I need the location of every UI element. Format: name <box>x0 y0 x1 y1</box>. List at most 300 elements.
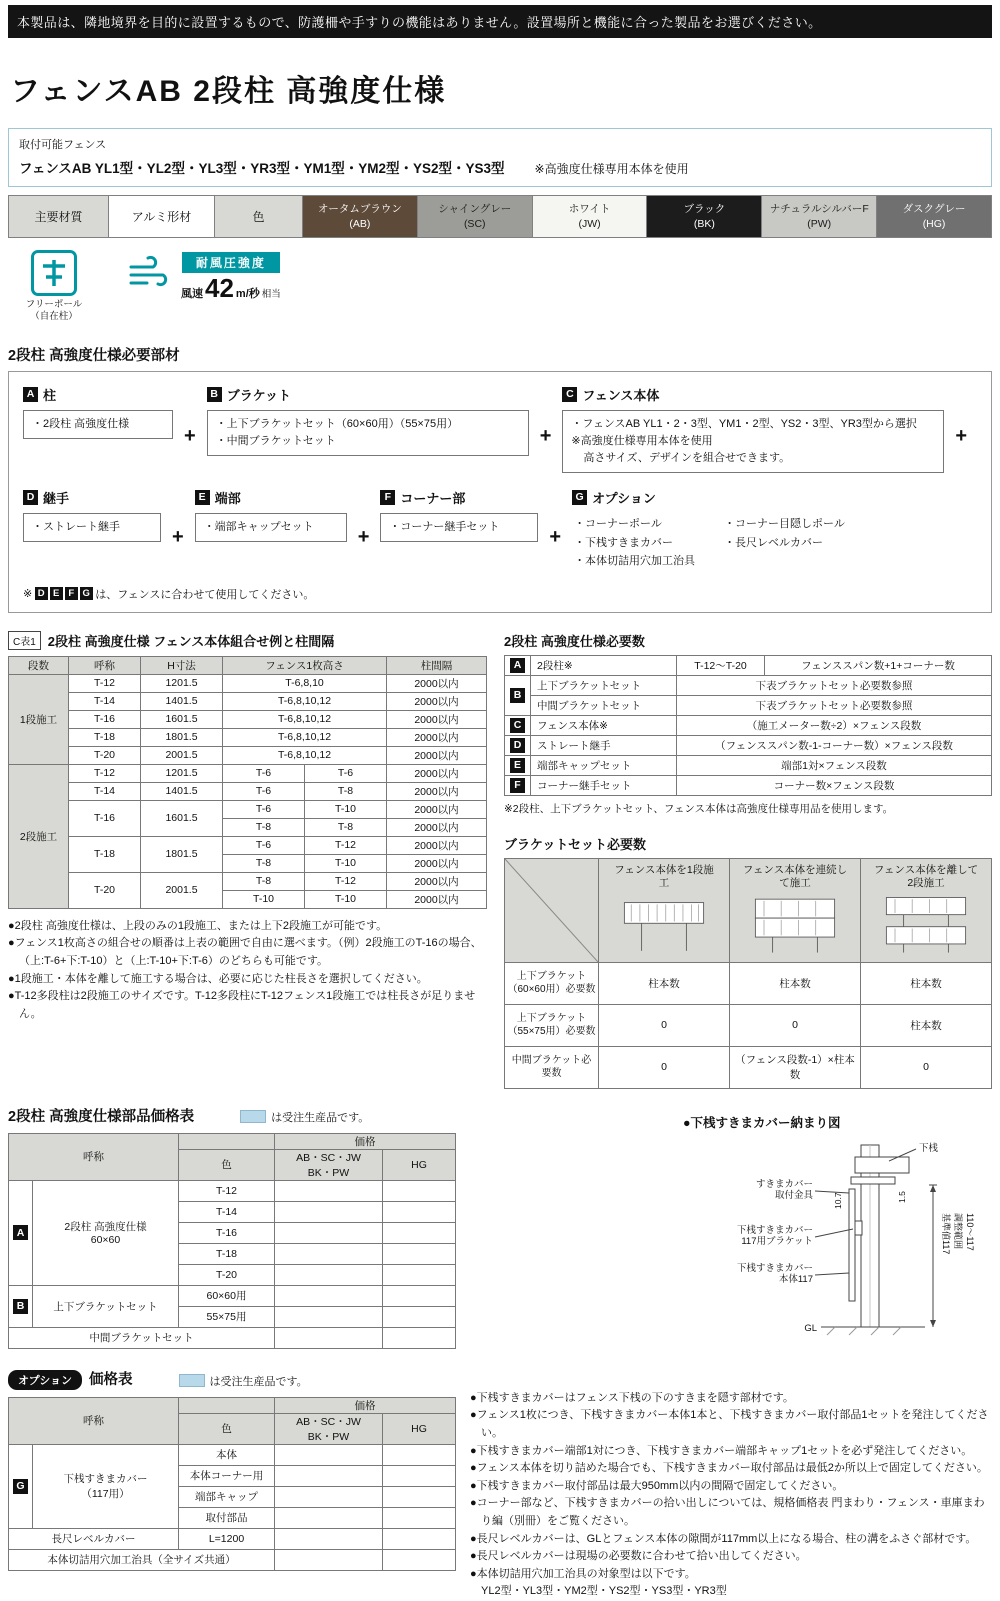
table-row <box>505 775 992 795</box>
label-gl: GL <box>804 1322 817 1334</box>
plus-sign: + <box>955 425 968 448</box>
letter-chip: A <box>13 1225 28 1240</box>
price-cell <box>383 1201 456 1222</box>
part-c-head <box>562 385 944 404</box>
label-bracket-1: 下桟すきまカバー <box>736 1224 813 1236</box>
cell: （フェンススパン数-1-コーナー数）×フェンス段数 <box>677 735 992 755</box>
color-swatch <box>647 196 762 238</box>
letter-chip: E <box>510 758 525 773</box>
cover-diagram-block <box>683 1113 988 1350</box>
cell: 2000以内 <box>387 890 487 908</box>
combo-table-head <box>8 631 486 650</box>
letter-chip: D <box>510 738 525 753</box>
color-name: オータムブラウン <box>317 203 402 216</box>
table-row <box>9 1397 456 1413</box>
part-b-name: ブラケット <box>226 387 292 403</box>
cell: T-8 <box>305 782 387 800</box>
price-table-title: 2段柱 高強度仕様部品価格表 <box>8 1108 195 1125</box>
cell: T-12 <box>305 836 387 854</box>
item-name: 60×60 <box>90 1234 121 1247</box>
required-table-note: ※2段柱、上下ブラケットセット、フェンス本体は高強度仕様専用品を使用します。 <box>504 802 894 815</box>
cell: T-8 <box>223 818 305 836</box>
cell: 2000以内 <box>387 782 487 800</box>
item-name-cell: 本体切詰用穴加工治具（全サイズ共通） <box>9 1549 275 1570</box>
table-row <box>9 1285 456 1306</box>
cell: 2001.5 <box>141 872 223 908</box>
cell: 上下ブラケット（60×60用）必要数 <box>505 962 599 1004</box>
plus-sign: + <box>549 525 562 548</box>
part-b-body <box>207 410 529 456</box>
freepole-label <box>10 299 98 324</box>
freepole-label-main: フリーポール <box>25 299 83 310</box>
column-header <box>599 858 730 962</box>
cell: T-18 <box>69 728 141 746</box>
part-d-name: 継手 <box>43 490 70 506</box>
cell: 2000以内 <box>387 764 487 782</box>
price-cell <box>275 1285 383 1306</box>
option-tag: オプション <box>8 1370 82 1390</box>
cell: 1601.5 <box>141 800 223 836</box>
notice-bar: 本製品は、隣地境界を目的に設置するもので、防護柵や手すりの機能はありません。設置場所と機能に合った製品をお選びください。 <box>8 5 992 38</box>
table-row <box>505 1004 992 1046</box>
letter-chip-f: F <box>380 490 395 505</box>
part-f-corner <box>380 488 538 542</box>
cell: T-6 <box>223 800 305 818</box>
color-swatch <box>877 196 992 238</box>
table-row <box>9 1327 456 1348</box>
cell: 呼称 <box>9 1397 179 1444</box>
cell: T-6 <box>223 782 305 800</box>
combo-table <box>8 656 487 909</box>
cell: 下表ブラケットセット必要数参照 <box>677 675 992 695</box>
price-cell <box>275 1306 383 1327</box>
option-title-wrap <box>8 1368 133 1390</box>
cell <box>179 1397 275 1413</box>
cell: 柱本数 <box>861 962 992 1004</box>
part-d-head <box>23 488 161 507</box>
cell: HG <box>383 1413 456 1444</box>
label-bracket-2: 117用ブラケット <box>741 1235 813 1247</box>
note-line: ●コーナー部など、下桟すきまカバーの拾い出しについては、規格価格表 門まわり・フェンス・車庫まわり編（別冊）をご覧ください。 <box>470 1497 985 1528</box>
cell: 柱本数 <box>730 962 861 1004</box>
label-body-1: 下桟すきまカバー <box>736 1262 813 1274</box>
cell <box>275 1413 383 1444</box>
part-c-name: フェンス本体 <box>582 387 660 403</box>
plus-sign: + <box>357 525 370 548</box>
size-cell: 取付部品 <box>179 1507 275 1528</box>
freepole-icon <box>31 250 77 296</box>
cell: コーナー数×フェンス段数 <box>677 775 992 795</box>
color-name: ナチュラルシルバーF <box>769 203 869 216</box>
letter-chip: B <box>510 688 525 703</box>
note-line: ●長尺レベルカバーは、GLとフェンス本体の隙間が117mm以上になる場合、柱の溝をふさぐ部材です。 <box>470 1532 977 1545</box>
column-header <box>861 858 992 962</box>
option-item: ・下桟すきまカバー <box>574 536 674 549</box>
color-code: (SC) <box>463 217 486 230</box>
cell: （フェンス段数-1）×柱本数 <box>730 1046 861 1088</box>
cell <box>275 1149 383 1180</box>
table-row <box>9 1180 456 1201</box>
label-body-2: 本体117 <box>778 1273 813 1285</box>
option-item: ・コーナーポール <box>574 517 662 530</box>
table-row <box>505 858 992 962</box>
part-a-head <box>23 385 173 404</box>
table-row <box>505 715 992 735</box>
price-cell <box>383 1507 456 1528</box>
dim-1-5: 1.5 <box>897 1191 907 1203</box>
option-item: ・長尺レベルカバー <box>724 536 824 549</box>
compatible-fence-box <box>8 128 992 187</box>
letter-chip: A <box>510 658 525 673</box>
fence-one-tier-icon <box>612 894 716 956</box>
cell: 0 <box>861 1046 992 1088</box>
price-table-block <box>8 1105 456 1349</box>
price-cell <box>275 1264 383 1285</box>
part-line: 高さサイズ、デザインを組合せできます。 <box>583 451 791 464</box>
cell: 段数 <box>9 656 69 674</box>
made-to-order-legend <box>240 1109 369 1126</box>
option-table-block <box>8 1368 456 1601</box>
letter-chip: G <box>80 587 93 600</box>
option-table-title: 価格表 <box>89 1371 133 1388</box>
note-line: ●フェンス1枚高さの組合せの順番は上表の範囲で自由に選べます。（例）2段施工のT-16の場合、（上:T-6+下:T-10）と（上:T-10+下:T-6）のどちらも可能です。 <box>8 937 482 968</box>
part-g-name: オプション <box>592 490 656 506</box>
cell: T-14 <box>69 782 141 800</box>
letter-chip-c: C <box>562 387 577 402</box>
wind-resistance-badge <box>128 252 281 301</box>
letter-chip-d: D <box>23 490 38 505</box>
chip-cell <box>505 675 531 715</box>
table-row <box>9 746 487 764</box>
note-line: ●長尺レベルカバーは現場の必要数に合わせて拾い出してください。 <box>470 1550 807 1563</box>
label-fitting-2: 取付金具 <box>774 1189 813 1201</box>
cell: 価格 <box>275 1133 456 1149</box>
cover-diagram-title: ●下桟すきまカバー納まり図 <box>683 1115 841 1130</box>
cell: T-8 <box>223 872 305 890</box>
table-row <box>505 1046 992 1088</box>
color-swatch <box>762 196 877 238</box>
wind-value: 42 <box>205 273 234 303</box>
part-e-end <box>195 488 347 542</box>
price-cell <box>383 1486 456 1507</box>
cell: フェンス1枚高さ <box>223 656 387 674</box>
parts-row-2 <box>23 488 977 571</box>
letter-chip-e: E <box>195 490 210 505</box>
option-item: ・コーナー目隠しポール <box>724 517 845 530</box>
color-code: (PW) <box>807 217 832 230</box>
parts-section-title: 2段柱 高強度仕様必要部材 <box>8 347 180 364</box>
price-cell <box>383 1306 456 1327</box>
table-row <box>9 764 487 782</box>
part-a-name: 柱 <box>43 387 57 403</box>
cell: 1401.5 <box>141 692 223 710</box>
column-header <box>730 858 861 962</box>
parts-row-1 <box>23 385 977 473</box>
item-name-cell: 上下ブラケットセット <box>33 1285 179 1327</box>
cell: 1201.5 <box>141 674 223 692</box>
size-cell: T-14 <box>179 1201 275 1222</box>
cell: 2000以内 <box>387 818 487 836</box>
price-cell <box>275 1507 383 1528</box>
part-f-body <box>380 513 538 542</box>
required-column <box>504 631 992 1089</box>
cell: 2000以内 <box>387 674 487 692</box>
wind-prefix: 風速 <box>181 288 203 300</box>
table-row <box>505 962 992 1004</box>
made-to-order-legend <box>179 1373 308 1390</box>
cover-diagram <box>683 1133 988 1345</box>
label-fitting-1: すきまカバー <box>755 1178 813 1190</box>
letter-chip-b: B <box>207 387 222 402</box>
freepole-label-sub: （自在柱） <box>30 311 78 323</box>
part-b-head <box>207 385 529 404</box>
price-cell <box>383 1264 456 1285</box>
option-section <box>8 1368 992 1601</box>
color-label-cell: 色 <box>215 196 303 238</box>
fence-continuous-icon <box>743 894 847 956</box>
part-line: ※高強度仕様専用本体を使用 <box>571 434 713 447</box>
option-notes <box>470 1390 992 1601</box>
part-b-bracket <box>207 385 529 456</box>
item-name: （117用） <box>81 1488 130 1501</box>
color-group: BK・PW <box>307 1166 350 1179</box>
plus-sign: + <box>172 525 184 548</box>
cell: 1201.5 <box>141 764 223 782</box>
plus-sign: + <box>184 425 196 448</box>
wind-icon <box>128 254 172 299</box>
part-g-head <box>572 488 889 507</box>
note-line: ●下桟すきまカバー取付部品は最大950mm以内の間隔で固定してください。 <box>470 1479 844 1492</box>
price-cell <box>275 1201 383 1222</box>
required-table-title: 2段柱 高強度仕様必要数 <box>504 633 645 649</box>
mid-section <box>8 631 992 1089</box>
column-title: フェンス本体を連続して施工 <box>742 863 848 890</box>
note-prefix: ※ <box>23 588 33 601</box>
price-table <box>8 1133 456 1349</box>
table-row <box>9 656 487 674</box>
cell: T-6 <box>305 764 387 782</box>
price-cell <box>275 1465 383 1486</box>
color-group: AB・SC・JW <box>296 1415 361 1428</box>
note-line: ●T-12多段柱は2段施工のサイズです。T-12多段柱にT-12フェンス1段施工では柱長さが足りません。 <box>8 990 476 1020</box>
cell: T-20 <box>69 872 141 908</box>
cell: 0 <box>730 1004 861 1046</box>
cell: T-10 <box>305 854 387 872</box>
price-cell <box>275 1549 383 1570</box>
part-g-options <box>572 488 889 571</box>
cell: 1401.5 <box>141 782 223 800</box>
cell: T-18 <box>69 836 141 872</box>
compatible-models: フェンスAB YL1型・YL2型・YL3型・YR3型・YM1型・YM2型・YS2型・YS3型 <box>19 161 505 176</box>
cell: 柱本数 <box>861 1004 992 1046</box>
dim-base-value: 基準値117 <box>941 1212 951 1255</box>
price-cell <box>275 1486 383 1507</box>
part-line: ・フェンスAB YL1・2・3型、YM1・2型、YS2・3型、YR3型から選択 <box>571 417 917 430</box>
color-code: (JW) <box>578 217 601 230</box>
cell: 2000以内 <box>387 746 487 764</box>
table-row <box>9 710 487 728</box>
part-f-name: コーナー部 <box>400 490 466 506</box>
part-a-pillar <box>23 385 173 439</box>
color-swatch <box>303 196 418 238</box>
page-title: フェンスAB 2段柱 高強度仕様 <box>10 75 447 108</box>
cell: （施工メーター数÷2）×フェンス段数 <box>677 715 992 735</box>
cell: 0 <box>599 1046 730 1088</box>
note-line: ●下桟すきまカバーはフェンス下桟の下のすきまを隠す部材です。 <box>470 1391 794 1404</box>
part-e-name: 端部 <box>214 490 241 506</box>
material-value-cell: アルミ形材 <box>109 196 215 238</box>
cell: HG <box>383 1149 456 1180</box>
size-cell: 本体コーナー用 <box>179 1465 275 1486</box>
note-line: ●フェンス1枚につき、下桟すきまカバー本体1本と、下桟すきまカバー取付部品1セットを発注してください。 <box>470 1409 989 1440</box>
item-name-cell <box>33 1180 179 1285</box>
letter-chip: G <box>13 1479 28 1494</box>
table-row <box>9 1133 456 1149</box>
cell: T-8 <box>223 854 305 872</box>
cell: 上下ブラケット（55×75用）必要数 <box>505 1004 599 1046</box>
materials-color-table <box>8 195 992 238</box>
cell: T-6,8,10,12 <box>223 692 387 710</box>
cell: T-12 <box>69 674 141 692</box>
legend-text: は受注生産品です。 <box>271 1111 370 1124</box>
cell: 1601.5 <box>141 710 223 728</box>
note-line: ●2段柱 高強度仕様は、上段のみの1段施工、または上下2段施工が可能です。 <box>8 919 388 932</box>
cell: フェンススパン数+1+コーナー数 <box>765 655 992 675</box>
cell: 2段施工 <box>9 764 69 908</box>
letter-chip-g: G <box>572 490 587 505</box>
cell: T-16 <box>69 800 141 836</box>
price-cell <box>275 1243 383 1264</box>
cell: 1801.5 <box>141 728 223 746</box>
cell: 柱間隔 <box>387 656 487 674</box>
cell: T-12～T-20 <box>677 655 765 675</box>
table-row <box>505 755 992 775</box>
cell: 2000以内 <box>387 692 487 710</box>
note-suffix: は、フェンスに合わせて使用してください。 <box>95 588 315 601</box>
table-row <box>9 836 487 854</box>
price-cell <box>275 1222 383 1243</box>
plus-sign: + <box>539 425 552 448</box>
table-row <box>505 655 992 675</box>
compatible-note: ※高強度仕様専用本体を使用 <box>534 162 689 176</box>
chip-cell <box>505 715 531 735</box>
cell: ストレート継手 <box>531 735 677 755</box>
cell: T-10 <box>305 890 387 908</box>
note-line: YL2型・YL3型・YM2型・YS2型・YS3型・YR3型 <box>470 1585 727 1598</box>
wind-unit: m/秒 <box>235 288 260 300</box>
cell: H寸法 <box>141 656 223 674</box>
price-cell <box>383 1180 456 1201</box>
size-cell: 端部キャップ <box>179 1486 275 1507</box>
diagonal-line <box>505 859 598 962</box>
cell: 柱本数 <box>599 962 730 1004</box>
price-section <box>8 1105 992 1350</box>
table-row <box>9 872 487 890</box>
letter-chip: F <box>510 778 525 793</box>
part-line: ・端部キャップセット <box>203 520 314 533</box>
cell: T-6 <box>223 836 305 854</box>
dim-adjust-range-label: 調整範囲 <box>953 1212 963 1249</box>
letter-chip: B <box>13 1299 28 1314</box>
wind-title: 耐風圧強度 <box>182 252 280 273</box>
chip-cell <box>505 735 531 755</box>
table-row <box>9 1444 456 1465</box>
chip-cell <box>9 1444 33 1528</box>
fence-spaced-icon <box>874 894 978 956</box>
price-cell <box>383 1549 456 1570</box>
price-cell <box>275 1444 383 1465</box>
dim-10-7: 10.7 <box>833 1192 843 1209</box>
dim-adjust-range-value: 110～117 <box>965 1212 975 1251</box>
cell: コーナー継手セット <box>531 775 677 795</box>
combo-column <box>8 631 486 1089</box>
part-g-body <box>572 513 889 571</box>
color-group: AB・SC・JW <box>296 1151 361 1164</box>
wind-badge-body <box>181 252 281 301</box>
item-name-cell: 中間ブラケットセット <box>9 1327 275 1348</box>
cell: 端部1対×フェンス段数 <box>677 755 992 775</box>
label-lower-rail: 下桟 <box>919 1142 939 1154</box>
cell: T-12 <box>69 764 141 782</box>
cell: 色 <box>179 1413 275 1444</box>
feature-badges <box>10 250 990 324</box>
size-cell: 60×60用 <box>179 1285 275 1306</box>
diagonal-cell <box>505 858 599 962</box>
price-cell <box>383 1327 456 1348</box>
price-cell <box>383 1465 456 1486</box>
price-cell <box>383 1243 456 1264</box>
color-code: (HG) <box>922 217 946 230</box>
parts-diagram <box>8 371 992 613</box>
price-cell <box>275 1180 383 1201</box>
cell: 1801.5 <box>141 836 223 872</box>
part-f-head <box>380 488 538 507</box>
color-swatch <box>532 196 647 238</box>
color-code: (AB) <box>349 217 371 230</box>
column-title: フェンス本体を離して2段施工 <box>873 863 979 890</box>
bracket-table-title: ブラケットセット必要数 <box>504 836 646 852</box>
size-cell: 55×75用 <box>179 1306 275 1327</box>
cell: 0 <box>599 1004 730 1046</box>
cell: 色 <box>179 1149 275 1180</box>
color-name: ダスクグレー <box>902 203 966 216</box>
legend-swatch <box>240 1110 266 1123</box>
cell: フェンス本体※ <box>531 715 677 735</box>
note-line: ●フェンス本体を切り詰めた場合でも、下桟すきまカバー取付部品は最低2か所以上で固定してください。 <box>470 1462 988 1475</box>
cell: 2000以内 <box>387 710 487 728</box>
chip-cell <box>505 655 531 675</box>
letter-chip: D <box>35 587 48 600</box>
note-line: ●下桟すきまカバー端部1対につき、下桟すきまカバー端部キャップ1セットを必ず発注してください。 <box>470 1444 973 1457</box>
cell: T-6,8,10,12 <box>223 746 387 764</box>
combo-table-title: 2段柱 高強度仕様 フェンス本体組合せ例と柱間隔 <box>47 633 335 649</box>
note-line: ●1段施工・本体を離して施工する場合は、必要に応じた柱長さを選択してください。 <box>8 972 428 985</box>
table-row <box>9 674 487 692</box>
size-cell: 本体 <box>179 1444 275 1465</box>
cell: T-10 <box>305 800 387 818</box>
chip-cell <box>505 755 531 775</box>
size-cell: T-20 <box>179 1264 275 1285</box>
cover-fitting <box>851 1177 895 1184</box>
cell: T-6,8,10 <box>223 674 387 692</box>
note-letter-chips <box>34 587 93 600</box>
option-item: ・本体切詰用穴加工治具 <box>574 555 696 568</box>
item-name-cell <box>33 1444 179 1528</box>
part-d-joint <box>23 488 161 542</box>
cover-body <box>849 1189 855 1301</box>
price-cell <box>383 1444 456 1465</box>
lower-rail <box>855 1157 909 1173</box>
